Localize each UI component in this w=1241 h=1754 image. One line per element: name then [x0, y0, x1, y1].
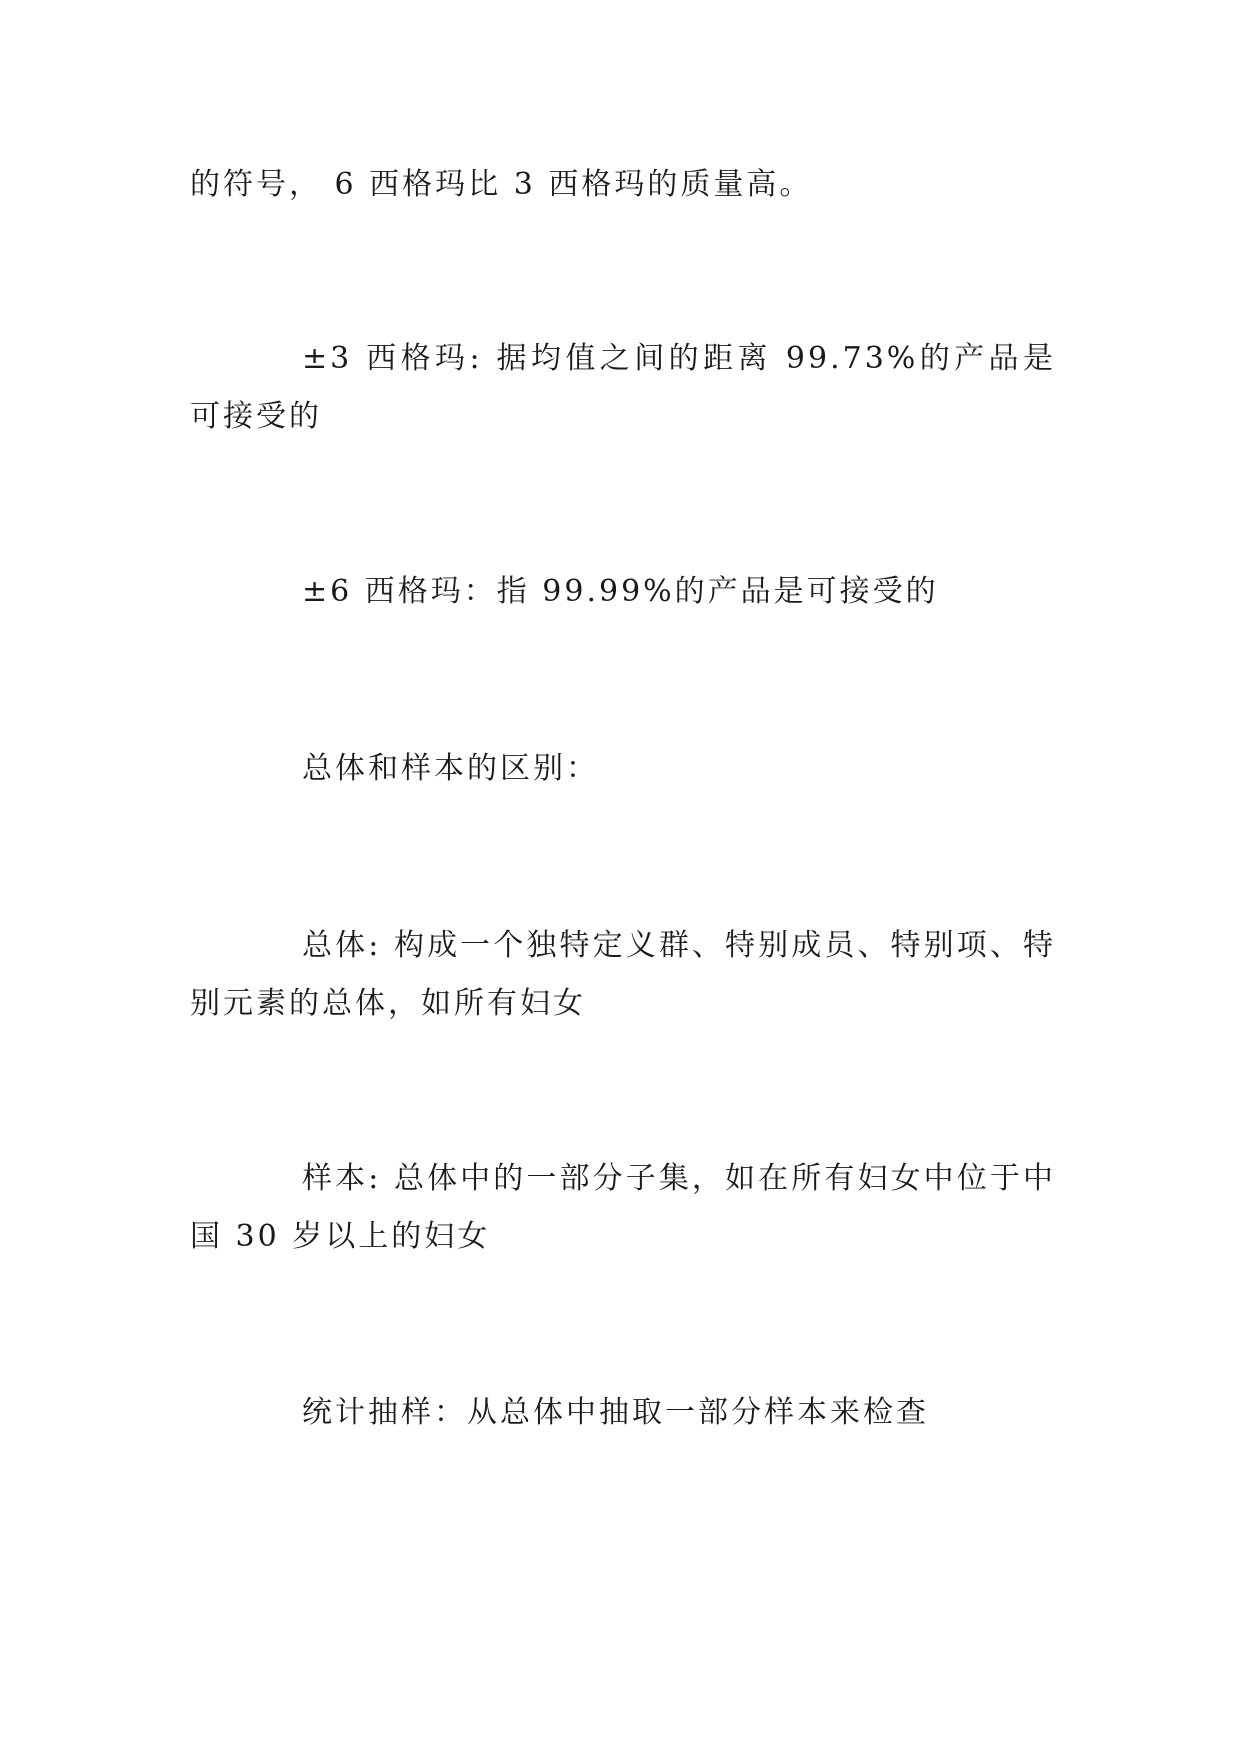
paragraph-population-sample-heading: 总体和样本的区别： — [302, 751, 599, 786]
paragraph-sample-definition: 样本: 总体中的一部分子集，如在所有妇女中位于中国 30 岁以上的妇女 — [190, 1161, 1056, 1254]
paragraph-sigma-comparison: 的符号， 6 西格玛比 3 西格玛的质量高。 — [190, 167, 813, 202]
paragraph-three-sigma: ±3 西格玛: 据均值之间的距离 99.73%的产品是可接受的 — [190, 341, 1056, 434]
paragraph-population-definition: 总体: 构成一个独特定义群、特别成员、特别项、特别元素的总体，如所有妇女 — [190, 928, 1056, 1021]
paragraph-six-sigma: ±6 西格玛：指 99.99%的产品是可接受的 — [302, 574, 939, 609]
paragraph-statistical-sampling: 统计抽样：从总体中抽取一部分样本来检查 — [302, 1395, 929, 1430]
